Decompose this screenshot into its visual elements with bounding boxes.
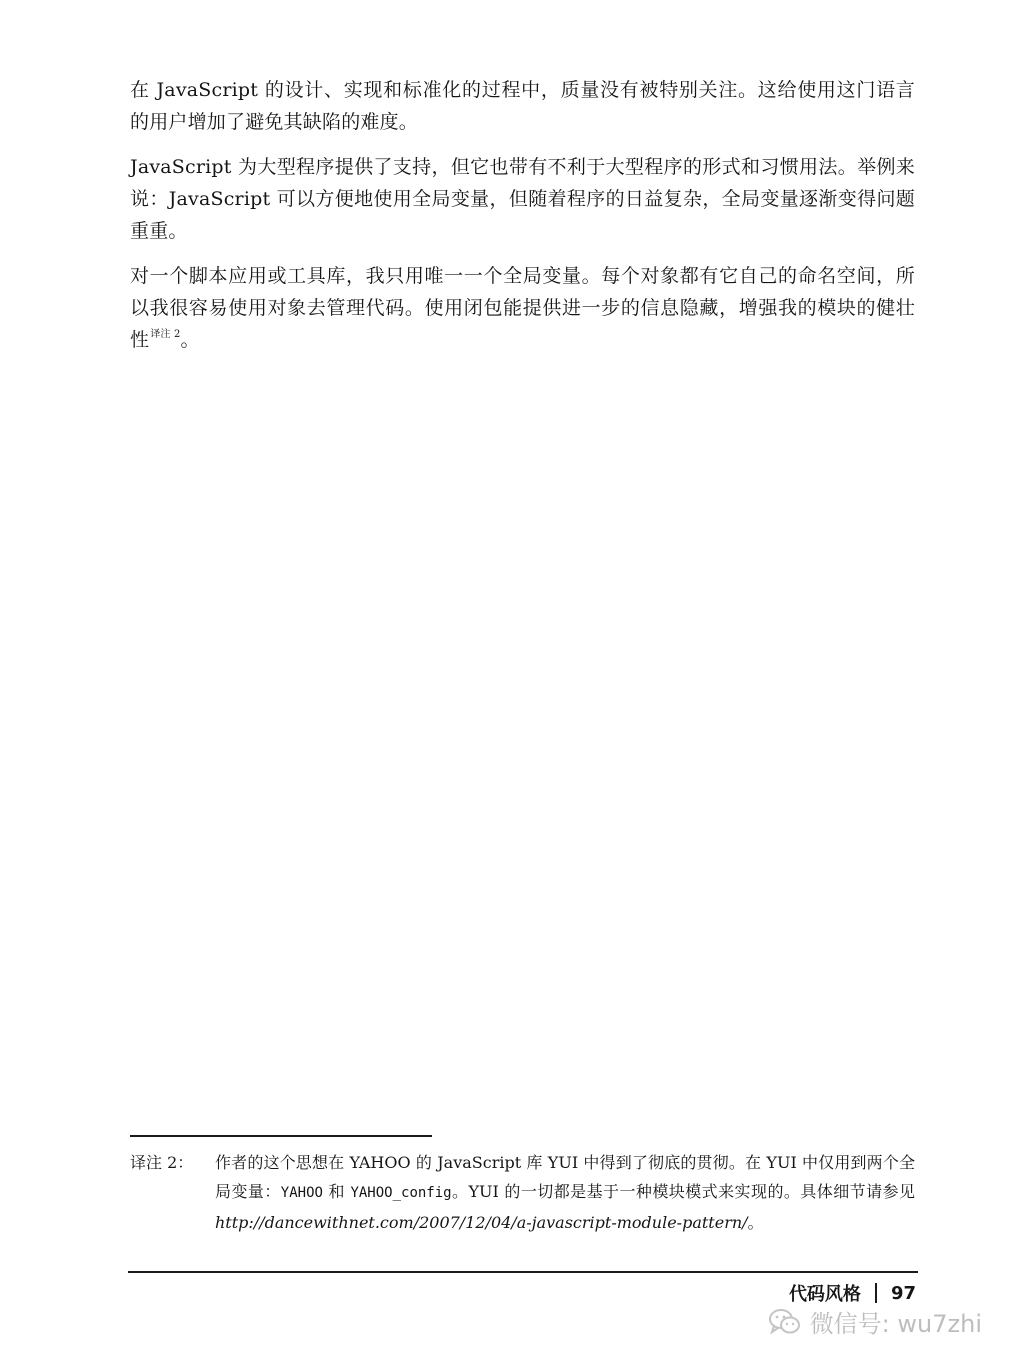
paragraph-3 <box>130 260 915 360</box>
footnote-part-3: 。YUI 的一切都是基于一种模块模式来实现的。具体细节请参见 <box>451 1182 915 1201</box>
footnote-part-2: 和 <box>322 1182 351 1201</box>
footnote-divider <box>130 1135 432 1137</box>
footnote-part-1: 作者的这个思想在 YAHOO 的 JavaScript 库 YUI 中得到了彻底的贯彻。在 YUI 中仅用到两个全局变量： <box>215 1153 915 1201</box>
footnote-url[interactable]: http://dancewithnet.com/2007/12/04/a-javascript-module-pattern/ <box>215 1213 748 1232</box>
footnote-label: 译注 2： <box>130 1153 194 1172</box>
paragraph-2 <box>130 151 915 247</box>
footnote-code-yahoo-config: YAHOO_config <box>350 1185 452 1201</box>
body-text <box>130 74 915 373</box>
page-number: 97 <box>890 1282 916 1304</box>
paragraph-2-text: JavaScript 为大型程序提供了支持，但它也带有不利于大型程序的形式和习惯用法。举例来说：JavaScript 可以方便地使用全局变量，但随着程序的日益复杂，全局变量逐渐变得问题重重。 <box>130 156 915 242</box>
paragraph-1-text: 在 JavaScript 的设计、实现和标准化的过程中，质量没有被特别关注。这给使用这门语言的用户增加了避免其缺陷的难度。 <box>130 79 915 133</box>
footer-separator <box>875 1283 877 1303</box>
section-title: 代码风格 <box>788 1284 861 1305</box>
watermark <box>768 1304 982 1339</box>
watermark-text: 微信号: wu7zhi <box>809 1310 982 1338</box>
footnote-reference[interactable]: 译注 2 <box>150 329 181 340</box>
wechat-icon <box>768 1307 802 1337</box>
footer-divider <box>128 1271 918 1273</box>
footnote-code-yahoo: YAHOO <box>280 1185 323 1201</box>
footnote-end: 。 <box>747 1213 764 1232</box>
paragraph-1 <box>130 74 915 138</box>
footnote <box>130 1148 915 1237</box>
running-footer <box>789 1280 916 1306</box>
paragraph-3-end: 。 <box>180 329 200 351</box>
footnote-text <box>215 1148 915 1237</box>
paragraph-3-text: 对一个脚本应用或工具库，我只用唯一一个全局变量。每个对象都有它自己的命名空间，所以我很容易使用对象去管理代码。使用闭包能提供进一步的信息隐藏，增强我的模块的健壮性 <box>130 265 915 351</box>
